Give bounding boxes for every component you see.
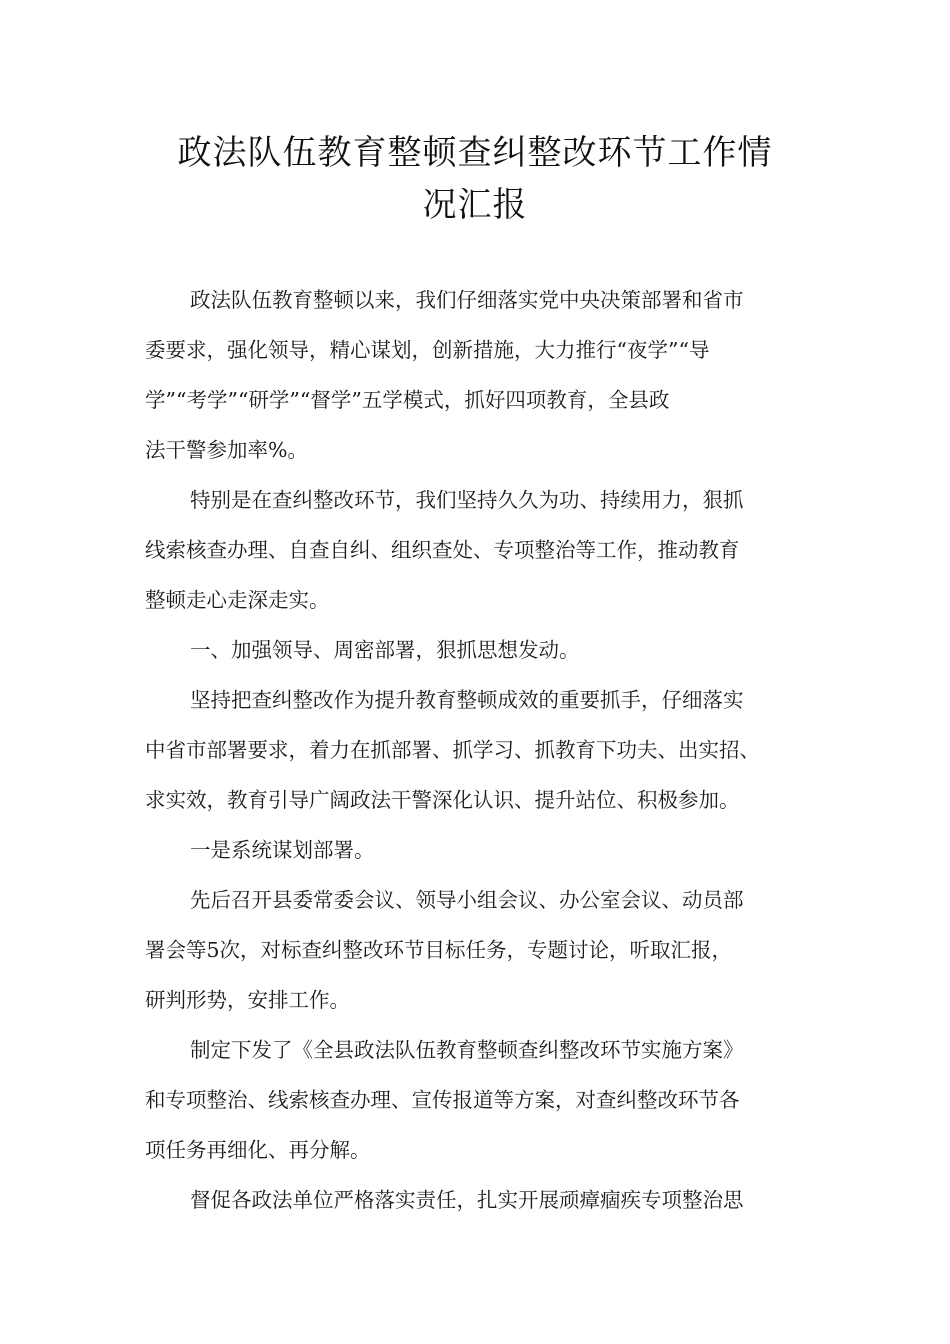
paragraph-line: 线索核查办理、自查自纠、组织查处、专项整治等工作，推动教育 — [145, 538, 740, 562]
paragraph-line: 整顿走心走深走实。 — [145, 588, 330, 612]
paragraph-line: 政法队伍教育整顿以来，我们仔细落实党中央决策部署和省市 — [190, 288, 744, 312]
document-title-line-1: 政法队伍教育整顿查纠整改环节工作情 — [177, 133, 773, 173]
document-title-line-2: 况汇报 — [422, 185, 528, 225]
paragraph-line: 法干警参加率%。 — [145, 438, 308, 462]
paragraph-line: 项任务再细化、再分解。 — [145, 1138, 371, 1162]
paragraph-line: 委要求，强化领导，精心谋划，创新措施，大力推行“夜学”“导 — [145, 338, 710, 362]
paragraph-line: 和专项整治、线索核查办理、宣传报道等方案，对查纠整改环节各 — [145, 1088, 740, 1112]
paragraph-line: 督促各政法单位严格落实责任，扎实开展顽瘴痼疾专项整治思 — [190, 1188, 744, 1212]
paragraph-line: 特别是在查纠整改环节，我们坚持久久为功、持续用力，狠抓 — [190, 488, 744, 512]
paragraph-line: 研判形势，安排工作。 — [145, 988, 350, 1012]
paragraph-line: 学”“考学”“研学”“督学”五学模式，抓好四项教育，全县政 — [145, 388, 670, 412]
paragraph-line: 先后召开县委常委会议、领导小组会议、办公室会议、动员部 — [190, 888, 744, 912]
paragraph-line: 中省市部署要求，着力在抓部署、抓学习、抓教育下功夫、出实招、 — [145, 738, 760, 762]
paragraph-line: 求实效，教育引导广阔政法干警深化认识、提升站位、积极参加。 — [145, 788, 740, 812]
paragraph-line: 制定下发了《全县政法队伍教育整顿查纠整改环节实施方案》 — [190, 1038, 744, 1062]
subsection-heading: 一是系统谋划部署。 — [190, 838, 375, 862]
section-heading: 一、加强领导、周密部署，狠抓思想发动。 — [190, 638, 580, 662]
paragraph-line: 署会等5次，对标查纠整改环节目标任务，专题讨论，听取汇报， — [145, 938, 733, 962]
paragraph-line: 坚持把查纠整改作为提升教育整顿成效的重要抓手，仔细落实 — [190, 688, 744, 712]
